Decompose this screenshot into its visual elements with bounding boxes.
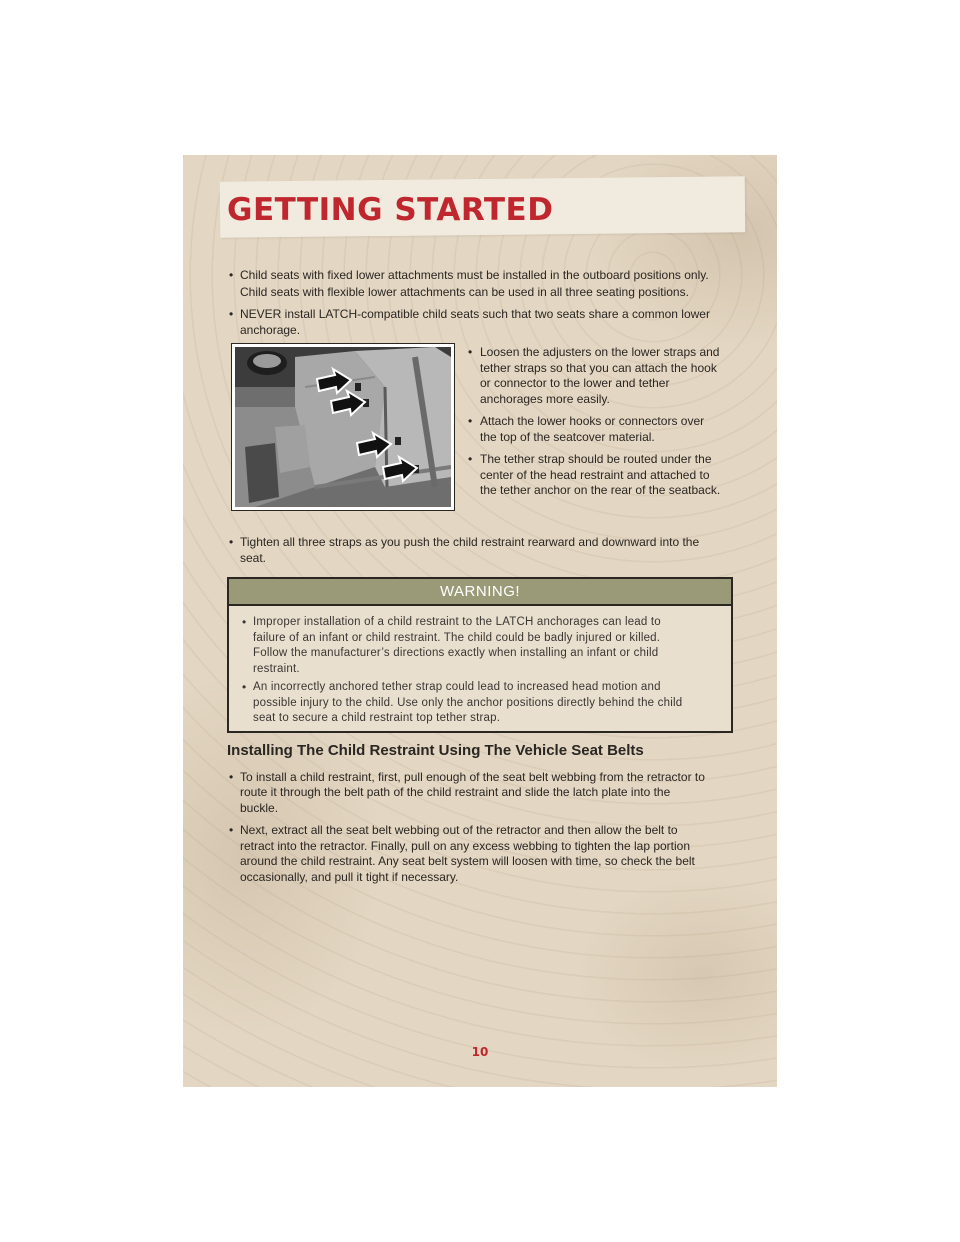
section2-bullet-2-line-3: around the child restraint. Any seat belt system will loosen with time, so check the belt [240,854,695,868]
section2-bullet-1-line-2: route it through the belt path of the child restraint and slide the latch plate into the [240,785,671,799]
intro-bullet-1-line-1: Child seats with fixed lower attachments must be installed in the outboard positions only. [240,268,709,282]
latch-seat-photo [231,343,455,511]
side-bullet-2-line-2: the top of the seatcover material. [480,430,655,444]
bullet-marker: • [468,414,473,428]
intro-bullet-2-line-1: NEVER install LATCH-compatible child seats such that two seats share a common lower [240,307,710,321]
warning-item-2-line-3: seat to secure a child restraint top tether strap. [253,712,501,724]
intro-bullet-2-line-2: anchorage. [240,323,301,337]
warning-heading: WARNING! [229,579,731,606]
section-heading: Installing The Child Restraint Using The Vehicle Seat Belts [227,742,644,759]
section2-bullet-2-line-4: occasionally, and pull it tight if necessary. [240,870,459,884]
tighten-bullet-line-2: seat. [240,551,267,565]
bullet-marker: • [229,823,234,837]
bullet-marker: • [242,680,247,694]
bullet-marker: • [229,770,234,784]
page-title: GETTING STARTED [227,192,554,228]
warning-item-1-line-2: failure of an infant or child restraint. The child could be badly injured or killed. [253,632,661,644]
rear-seat-latch-illustration [235,347,451,507]
manual-page [183,155,777,1087]
side-bullet-1-line-1: Loosen the adjusters on the lower straps and [480,345,720,359]
bullet-marker: • [468,345,473,359]
side-bullet-2-line-1: Attach the lower hooks or connectors over [480,414,705,428]
tighten-bullet-line-1: Tighten all three straps as you push the child restraint rearward and downward into the [240,535,700,549]
side-bullet-1-line-3: or connector to the lower and tether [480,376,670,390]
side-bullet-3-line-2: center of the head restraint and attached to [480,468,710,482]
bullet-marker: • [468,452,473,466]
warning-item-1-line-3: Follow the manufacturer’s directions exactly when installing an infant or child [253,647,659,659]
warning-item-1-line-1: Improper installation of a child restraint to the LATCH anchorages can lead to [253,616,661,628]
side-bullet-1-line-2: tether straps so that you can attach the hook [480,361,717,375]
bullet-marker: • [229,307,234,321]
section2-bullet-1-line-1: To install a child restraint, first, pull enough of the seat belt webbing from the retractor to [240,770,705,784]
side-bullet-3-line-3: the tether anchor on the rear of the seatback. [480,483,721,497]
section2-bullet-2-line-1: Next, extract all the seat belt webbing out of the retractor and then allow the belt to [240,823,678,837]
side-bullet-3-line-1: The tether strap should be routed under the [480,452,712,466]
bullet-marker: • [229,535,234,549]
bullet-marker: • [242,615,247,629]
section2-bullet-2-line-2: retract into the retractor. Finally, pull on any excess webbing to tighten the lap portion [240,839,691,853]
page-number: 10 [471,1045,489,1059]
warning-item-1-line-4: restraint. [253,663,300,675]
side-bullet-1-line-4: anchorages more easily. [480,392,610,406]
warning-item-2-line-1: An incorrectly anchored tether strap could lead to increased head motion and [253,681,661,693]
bullet-marker: • [229,268,234,282]
warning-item-2-line-2: possible injury to the child. Use only the anchor positions directly behind the child [253,697,683,709]
section2-bullet-1-line-3: buckle. [240,801,279,815]
intro-bullet-1-line-2: Child seats with flexible lower attachments can be used in all three seating positions. [240,285,689,299]
